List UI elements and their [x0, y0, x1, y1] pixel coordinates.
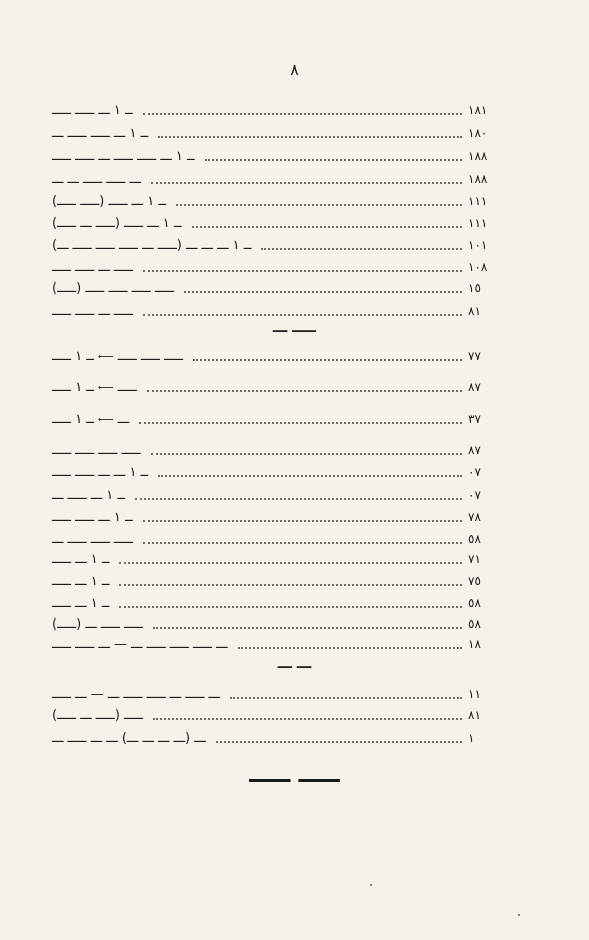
entry-label: ـــــ — [117, 379, 137, 395]
page-number: ٨ — [290, 60, 299, 79]
dot-leader — [143, 520, 462, 522]
dot-leader — [192, 226, 462, 228]
entry-label: ــ ١ ـــ ـــ ـــ (ـــــ ـــ ـــــ ـــــ ـــــ ـــ) — [52, 237, 252, 253]
toc-entry — [52, 100, 510, 120]
toc-entry — [52, 169, 510, 189]
entry-number: ٨١ — [468, 304, 481, 318]
dot-leader — [261, 248, 462, 250]
entry-number: ١٠١ — [468, 238, 488, 252]
entry-label: ـــــ ـــــ ـــــ ـــــ (ـــــ) — [52, 280, 174, 296]
dot-leader — [230, 697, 462, 699]
entry-number: ١٨٠ — [468, 126, 488, 140]
entry-number: ١٥ — [468, 281, 481, 295]
entry-number: ٣٧ — [468, 412, 481, 426]
dot-leader — [193, 359, 462, 361]
entry-number: ١٨٨ — [468, 149, 488, 163]
entry-label: ــ ١ ـــ ـــــ — [52, 551, 110, 567]
entry-label: ــ ١ ـــ ـــــ ـــــ ـــ ـــــ ـــــ — [52, 148, 195, 164]
dot-leader — [135, 498, 462, 500]
entry-label: ــ ١ ـــ ـــــ ـــــ — [52, 102, 133, 118]
dot-leader — [151, 453, 462, 455]
toc-entry — [52, 485, 510, 505]
entry-number: ٨١ — [468, 708, 481, 722]
toc-entry — [52, 301, 510, 321]
toc-entry — [52, 728, 510, 748]
toc-entry — [52, 529, 510, 549]
toc-entry — [52, 123, 510, 143]
dot-leader — [119, 562, 462, 564]
entry-label: ـــــ ـــــ ـــــ ـــــ — [52, 442, 141, 458]
toc-entry — [52, 191, 510, 211]
dot-leader — [158, 136, 462, 138]
toc-entry — [52, 507, 510, 527]
dot-leader — [119, 606, 462, 608]
dot-leader — [238, 647, 462, 649]
entry-label: ــ ١ ـــ ـــــ — [52, 595, 110, 611]
section-heading: ـــــ ـــ — [272, 320, 317, 336]
entry-label: ــ ١ ـــــ — [52, 411, 94, 427]
entry-number: ٧١ — [468, 552, 481, 566]
entry-number: ٥٨ — [468, 532, 481, 546]
toc-entry — [52, 462, 510, 482]
entry-number: ١٨٨ — [468, 172, 488, 186]
entry-label: ـــ ـــــ ـــــ ـــ ـــ — [52, 171, 141, 187]
entry-label: ــ ١ ـــــ — [52, 379, 94, 395]
entry-label: ـــــ ـــــ ـــــ — [117, 348, 184, 364]
entry-number: ١١١ — [468, 216, 488, 230]
entry-label: ــ ١ ـــ ـــــ ـــ — [52, 487, 126, 503]
entry-label: ـــ — [117, 411, 130, 427]
entry-number: ٨٧ — [468, 380, 481, 394]
entry-label: ــ ١ ـــــ — [52, 348, 94, 364]
dot-leader — [143, 542, 462, 544]
paper-speck — [518, 914, 520, 916]
dot-leader — [184, 291, 462, 293]
end-heading: ـــــ ـــــ — [249, 760, 340, 788]
entry-number: ١٠٨ — [468, 260, 488, 274]
toc-entry — [52, 571, 510, 591]
dot-leader — [143, 314, 462, 316]
dot-leader — [143, 113, 462, 115]
toc-entry — [52, 684, 510, 704]
dot-leader — [205, 159, 462, 161]
toc-entry — [52, 213, 510, 233]
toc-entry — [52, 705, 510, 725]
entry-label: ـــــ (ـــــ ـــ ـــــ) — [52, 707, 144, 723]
dot-leader — [119, 584, 462, 586]
dot-leader — [158, 475, 462, 477]
toc-entry — [52, 146, 510, 166]
arrow-icon: ⟵ — [97, 380, 114, 394]
entry-label: ــ ١ ـــ ـــــ ـــــ — [52, 509, 133, 525]
toc-entry — [52, 377, 510, 397]
arrow-icon: ⟵ — [97, 349, 114, 363]
entry-label: ـــ (ـــ ـــ ـــ ـــ) ـــ ـــ ـــــ ـــ — [52, 730, 206, 746]
paper-speck — [370, 884, 372, 886]
dot-leader — [147, 390, 462, 392]
entry-label: ــ ١ ـــ ـــــ (ـــــ ـــ ـــــ) — [52, 215, 182, 231]
entry-number: ١٨ — [468, 637, 481, 651]
dot-leader — [153, 627, 462, 629]
entry-label: ـــــ ـــ ـــــ ـــــ — [52, 303, 133, 319]
dot-leader — [153, 718, 462, 720]
entry-label: ــ ١ ـــ ـــــ — [52, 573, 110, 589]
entry-number: ٠٧ — [468, 488, 481, 502]
toc-entry — [52, 614, 510, 634]
toc-entry — [52, 278, 510, 298]
entry-label: ـــــ ـــــ ـــ (ـــــ) — [52, 616, 144, 632]
entry-number: ١ — [468, 731, 475, 745]
entry-number: ٥٨ — [468, 596, 481, 610]
entry-number: ١١ — [468, 687, 481, 701]
entry-number: ٥٨ — [468, 617, 481, 631]
section-heading: ـــ ـــ — [277, 656, 312, 672]
dot-leader — [176, 204, 462, 206]
dot-leader — [151, 182, 462, 184]
entry-label: ــ ١ ـــ ـــــ ـــــ ـــ — [52, 125, 149, 141]
entry-number: ٧٥ — [468, 574, 481, 588]
dot-leader — [139, 422, 462, 424]
arrow-icon: ⟵ — [97, 412, 114, 426]
entry-label: ـــــ ـــ ـــــ ـــــ — [52, 259, 133, 275]
dot-leader — [143, 270, 462, 272]
toc-entry — [52, 346, 510, 366]
entry-number: ٠٧ — [468, 465, 481, 479]
entry-label: ـــ ـــــ ـــ ـــــ ـــــ ـــ — ـــ ـــــ — [52, 686, 220, 702]
entry-number: ٧٧ — [468, 349, 481, 363]
toc-entry — [52, 257, 510, 277]
entry-label: ـــــ ـــــ ـــــ ـــ — [52, 531, 133, 547]
toc-entry — [52, 235, 510, 255]
entry-number: ١١١ — [468, 194, 488, 208]
entry-label: ــ ١ ـــ ـــــ (ـــــ ـــــ) — [52, 193, 166, 209]
entry-label: ـــ ـــــ ـــــ ـــــ ـــ — ـــ ـــــ ـــــ — [52, 636, 228, 652]
dot-leader — [216, 741, 462, 743]
toc-entry — [52, 549, 510, 569]
entry-number: ١٨١ — [468, 103, 488, 117]
entry-label: ــ ١ ـــ ـــ ـــــ ـــــ — [52, 464, 149, 480]
toc-entry — [52, 593, 510, 613]
entry-number: ٧٨ — [468, 510, 481, 524]
entry-number: ٨٧ — [468, 443, 481, 457]
toc-entry — [52, 634, 510, 654]
toc-entry — [52, 440, 510, 460]
toc-entry — [52, 409, 510, 429]
